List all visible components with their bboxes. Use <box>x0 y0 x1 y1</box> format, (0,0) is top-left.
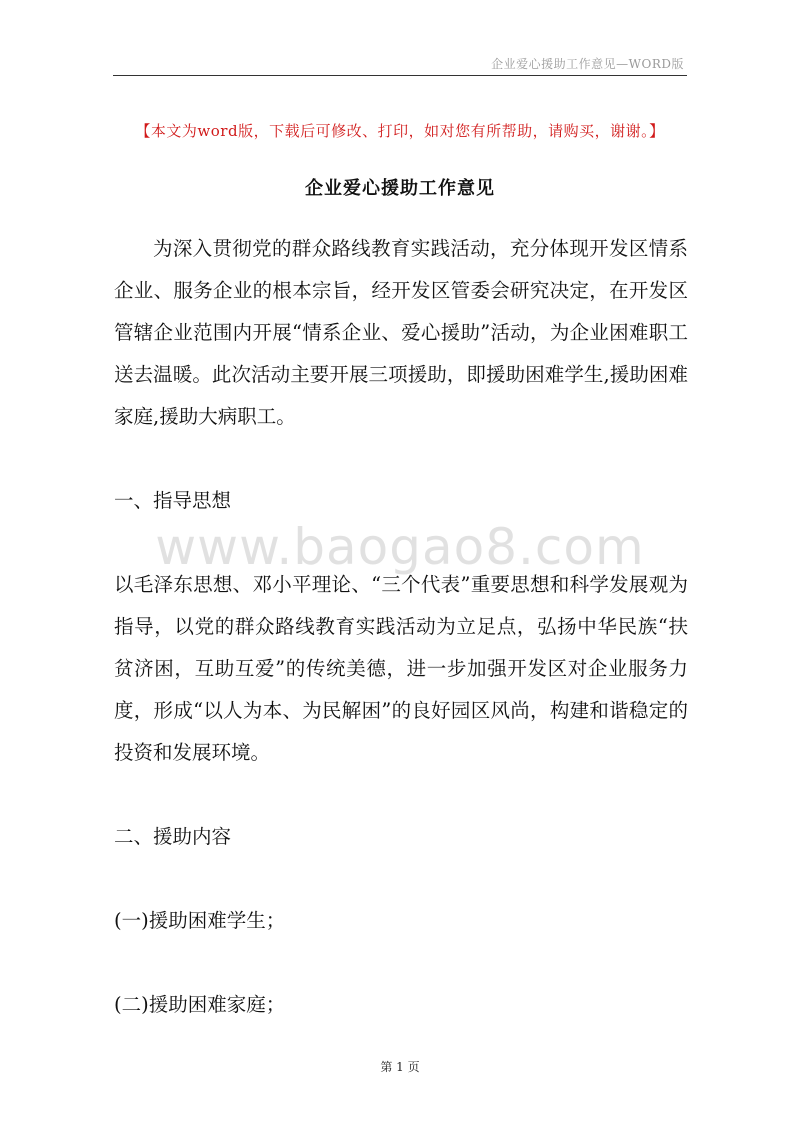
page-number: 第 1 页 <box>380 1060 420 1074</box>
guiding-ideology-paragraph: 以毛泽东思想、邓小平理论、“三个代表”重要思想和科学发展观为指导，以党的群众路线教育实践活动为立足点，弘扬中华民族“扶贫济困，互助互爱”的传统美德，进一步加强开发区对企业服务力度，形成“以人为本、为民解困”的良好园区风尚，构建和谐稳定的投资和发展环境。 <box>114 573 688 764</box>
list-item: (二)援助困难家庭； <box>114 993 286 1016</box>
purchase-notice: 【本文为word版，下载后可修改、打印，如对您有所帮助，请购买，谢谢。】 <box>135 122 665 140</box>
list-item: (一)援助困难学生； <box>114 909 286 932</box>
watermark-text: www.baogao8.com <box>155 518 645 576</box>
running-header: 企业爱心援助工作意见—WORD版 <box>491 57 684 71</box>
section-heading-assistance-content: 二、援助内容 <box>114 825 232 848</box>
section-heading-guiding-ideology: 一、指导思想 <box>114 489 232 512</box>
intro-paragraph: 为深入贯彻党的群众路线教育实践活动，充分体现开发区情系企业、服务企业的根本宗旨，经开发区管委会研究决定，在开发区管辖企业范围内开展“情系企业、爱心援助”活动，为企业困难职工送去温暖。此次活动主要开展三项援助，即援助困难学生,援助困难家庭,援助大病职工。 <box>114 237 688 428</box>
document-title: 企业爱心援助工作意见 <box>305 178 495 199</box>
header-divider <box>113 75 687 76</box>
